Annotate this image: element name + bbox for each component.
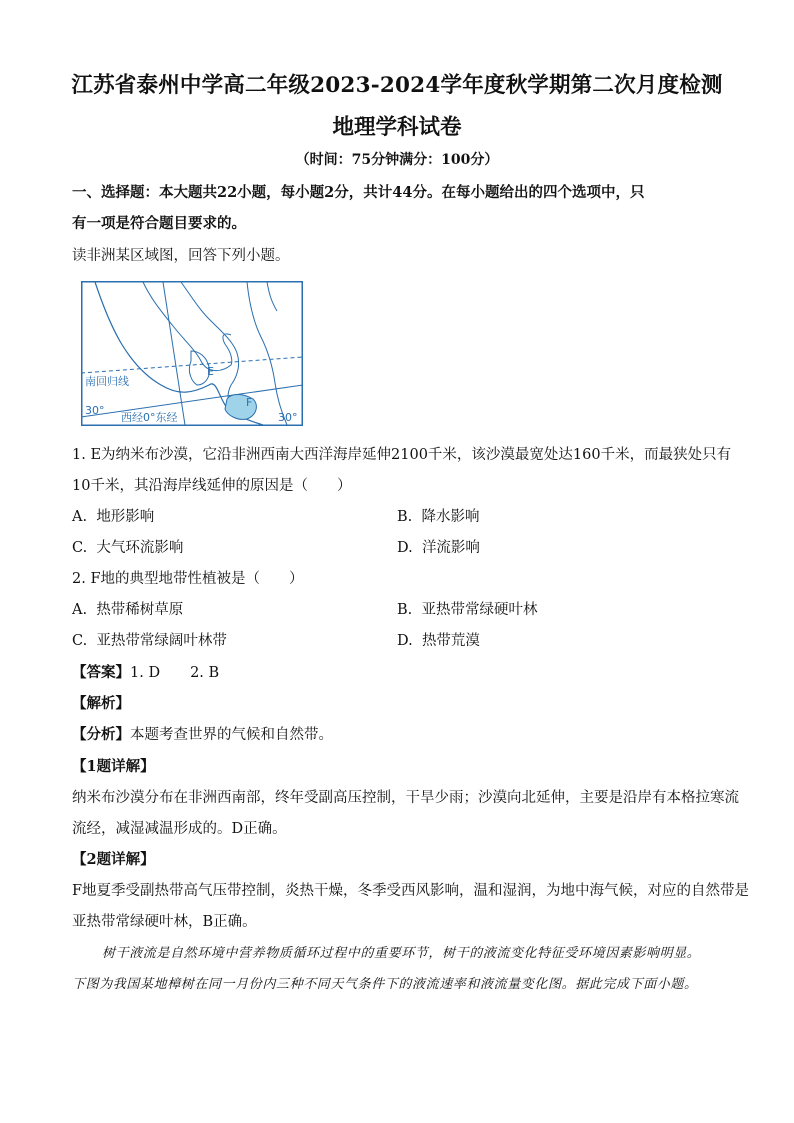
answer-2: 2. B: [190, 665, 220, 681]
exam-subject-title: 地理学科试卷: [332, 115, 462, 140]
fenxi-text: 本题考查世界的气候和自然带。: [130, 727, 333, 743]
q1-option-d[interactable]: [397, 536, 480, 557]
fenxi-line: [72, 723, 333, 744]
option-letter: D.: [397, 633, 413, 649]
q1-option-c[interactable]: [72, 536, 183, 557]
section-heading-line1: 一、选择题：本大题共22小题，每小题2分，共计44分。在每小题给出的四个选项中，只: [72, 184, 645, 201]
map-label-meridian: 西经0°东经: [121, 411, 178, 424]
q1-option-a[interactable]: [72, 505, 154, 526]
q2-option-a[interactable]: [72, 598, 183, 619]
q1-detail-line2: 流经，减湿减温形成的。D正确。: [72, 821, 287, 837]
option-letter: C.: [72, 633, 88, 649]
option-text: 洋流影响: [421, 540, 480, 556]
map-label-tropic: 南回归线: [85, 375, 129, 388]
map-label-f: F: [246, 396, 253, 409]
q1-option-b[interactable]: [397, 505, 479, 526]
option-text: 热带荒漠: [421, 633, 480, 649]
next-intro-line1: 树干液流是自然环境中营养物质循环过程中的重要环节，树干的液流变化特征受环境因素影响明显。: [102, 946, 701, 961]
q2-detail-line2: 亚热带常绿硬叶林，B正确。: [72, 914, 257, 930]
exam-title: 江苏省泰州中学高二年级2023-2024学年度秋学期第二次月度检测: [71, 73, 723, 98]
map-label-30-left: 30°: [85, 404, 105, 417]
fenxi-tag: 【分析】: [72, 726, 130, 743]
q2-option-b[interactable]: [397, 598, 537, 619]
answer-tag: 【答案】: [72, 664, 130, 681]
option-letter: A.: [72, 509, 88, 525]
section-heading-line2: 有一项是符合题目要求的。: [72, 215, 246, 232]
option-letter: A.: [72, 602, 88, 618]
map-label-e: E: [207, 365, 214, 378]
option-text: 亚热带常绿阔叶林带: [96, 633, 227, 649]
q2-option-d[interactable]: [397, 629, 480, 650]
q2-detail-tag: 【2题详解】: [72, 851, 155, 868]
option-text: 降水影响: [421, 509, 480, 525]
option-letter: D.: [397, 540, 413, 556]
q2-stem: 2. F地的典型地带性植被是（ ）: [72, 571, 304, 587]
q1-stem-line2: 10千米，其沿海岸线延伸的原因是（ ）: [72, 478, 352, 494]
option-text: 地形影响: [96, 509, 155, 525]
option-text: 大气环流影响: [96, 540, 184, 556]
option-letter: B.: [397, 509, 413, 525]
exam-time-info: （时间：75分钟满分：100分）: [295, 152, 499, 168]
q2-detail-line1: F地夏季受副热带高气压带控制，炎热干燥，冬季受西风影响，温和湿润，为地中海气候，对应的自然带是: [72, 883, 750, 899]
analysis-tag: 【解析】: [72, 695, 130, 712]
option-letter: B.: [397, 602, 413, 618]
option-letter: C.: [72, 540, 88, 556]
question-intro: 读非洲某区域图，回答下列小题。: [72, 248, 290, 264]
option-text: 亚热带常绿硬叶林: [421, 602, 538, 618]
q1-stem-line1: 1. E为纳米布沙漠，它沿非洲西南大西洋海岸延伸2100千米，该沙漠最宽处达160千米，而最狭处只有: [72, 447, 732, 463]
q2-option-c[interactable]: [72, 629, 227, 650]
q1-detail-tag: 【1题详解】: [72, 758, 155, 775]
map-label-30-right: 30°: [278, 411, 298, 424]
answer-1: 1. D: [130, 665, 161, 681]
q1-detail-line1: 纳米布沙漠分布在非洲西南部，终年受副高压控制，干旱少雨；沙漠向北延伸，主要是沿岸有本格拉寒流: [72, 790, 739, 806]
africa-region-map: [81, 281, 303, 426]
option-text: 热带稀树草原: [96, 602, 184, 618]
next-intro-line2: 下图为我国某地樟树在同一月份内三种不同天气条件下的液流速率和液流量变化图。据此完成下面小题。: [72, 977, 698, 992]
answer-line: [72, 661, 219, 682]
